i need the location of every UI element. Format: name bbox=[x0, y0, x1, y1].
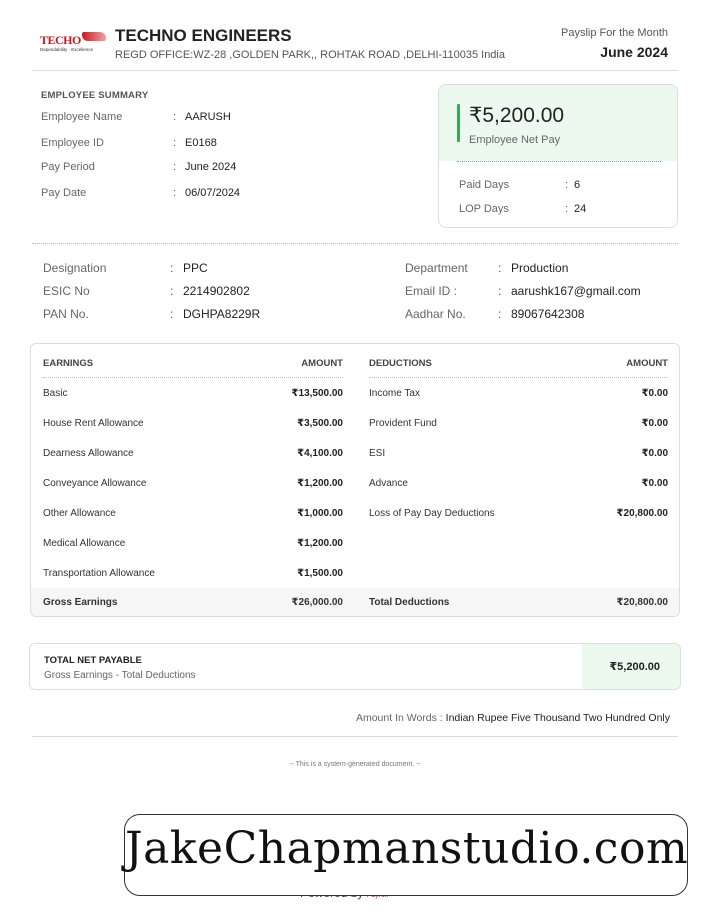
earning-amount: ₹1,500.00 bbox=[297, 568, 343, 579]
pay-period-label: Pay Period bbox=[41, 161, 95, 173]
gross-earnings-label: Gross Earnings bbox=[43, 597, 118, 608]
earning-amount: ₹1,000.00 bbox=[297, 508, 343, 519]
earning-amount: ₹1,200.00 bbox=[297, 478, 343, 489]
email-value: aarushk167@gmail.com bbox=[511, 284, 641, 298]
colon: : bbox=[173, 187, 177, 199]
earning-amount: ₹13,500.00 bbox=[291, 388, 343, 399]
earning-amount: ₹4,100.00 bbox=[297, 448, 343, 459]
earnings-header: EARNINGS bbox=[43, 358, 94, 369]
pay-date-value: 06/07/2024 bbox=[185, 187, 241, 199]
aadhar-value: 89067642308 bbox=[511, 307, 585, 321]
earnings-amount-header: AMOUNT bbox=[301, 358, 343, 369]
esic-value: 2214902802 bbox=[183, 284, 250, 298]
net-pay-amount: ₹5,200.00 bbox=[469, 104, 565, 127]
colon: : bbox=[173, 111, 177, 123]
department-label: Department bbox=[405, 261, 468, 275]
earning-name: House Rent Allowance bbox=[43, 418, 144, 429]
colon: : bbox=[498, 307, 502, 321]
deduction-amount: ₹0.00 bbox=[641, 418, 668, 429]
designation-value: PPC bbox=[183, 261, 208, 275]
payslip-month: June 2024 bbox=[600, 44, 668, 60]
earnings-header-divider bbox=[43, 377, 343, 378]
deduction-amount: ₹0.00 bbox=[641, 478, 668, 489]
logo-swoosh-icon bbox=[82, 32, 106, 41]
email-label: Email ID : bbox=[405, 284, 458, 298]
lop-days-label: LOP Days bbox=[459, 203, 509, 215]
designation-label: Designation bbox=[43, 261, 107, 275]
colon: : bbox=[498, 261, 502, 275]
pay-period-value: June 2024 bbox=[185, 161, 237, 173]
table-totals-row bbox=[31, 588, 679, 616]
total-net-payable-box bbox=[29, 643, 681, 690]
payslip-label: Payslip For the Month bbox=[561, 27, 668, 39]
paid-days-value: 6 bbox=[574, 179, 581, 191]
deduction-name: Income Tax bbox=[369, 388, 420, 399]
employee-name-value: AARUSH bbox=[185, 111, 231, 123]
employee-summary-title: EMPLOYEE SUMMARY bbox=[41, 90, 149, 101]
employee-id-label: Employee ID bbox=[41, 137, 104, 149]
pan-label: PAN No. bbox=[43, 307, 89, 321]
total-net-payable-subtitle: Gross Earnings - Total Deductions bbox=[44, 670, 196, 681]
total-net-payable-amount: ₹5,200.00 bbox=[609, 661, 660, 673]
footer-divider bbox=[32, 736, 678, 737]
watermark-banner bbox=[124, 814, 688, 896]
employee-name-label: Employee Name bbox=[41, 111, 123, 123]
company-name: TECHNO ENGINEERS bbox=[115, 26, 292, 45]
earnings-deductions-table bbox=[30, 343, 680, 617]
net-pay-divider bbox=[457, 161, 661, 162]
colon: : bbox=[173, 137, 177, 149]
earning-amount: ₹3,500.00 bbox=[297, 418, 343, 429]
deduction-name: Provident Fund bbox=[369, 418, 437, 429]
colon: : bbox=[498, 284, 502, 298]
deduction-amount: ₹0.00 bbox=[641, 388, 668, 399]
lop-days-value: 24 bbox=[574, 203, 587, 215]
amount-in-words bbox=[356, 712, 670, 724]
deduction-name: ESI bbox=[369, 448, 386, 459]
colon: : bbox=[170, 261, 174, 275]
header-divider bbox=[32, 70, 678, 71]
net-pay-accent-bar bbox=[457, 104, 460, 142]
pay-date-label: Pay Date bbox=[41, 187, 87, 199]
earning-name: Conveyance Allowance bbox=[43, 478, 147, 489]
earning-name: Basic bbox=[43, 388, 68, 399]
colon: : bbox=[170, 307, 174, 321]
deduction-name: Advance bbox=[369, 478, 408, 489]
deduction-name: Loss of Pay Day Deductions bbox=[369, 508, 495, 519]
logo-tagline: Dependability · Excellence bbox=[40, 47, 94, 52]
total-net-payable-title: TOTAL NET PAYABLE bbox=[44, 655, 142, 666]
colon: : bbox=[565, 179, 569, 191]
company-logo bbox=[40, 33, 108, 53]
pan-value: DGHPA8229R bbox=[183, 307, 261, 321]
colon: : bbox=[565, 203, 569, 215]
logo-text: TECHO bbox=[40, 33, 81, 47]
earning-name: Medical Allowance bbox=[43, 538, 126, 549]
earning-name: Other Allowance bbox=[43, 508, 116, 519]
colon: : bbox=[173, 161, 177, 173]
gross-earnings-value: ₹26,000.00 bbox=[291, 597, 343, 608]
esic-label: ESIC No bbox=[43, 284, 90, 298]
earning-name: Dearness Allowance bbox=[43, 448, 134, 459]
summary-divider bbox=[32, 243, 678, 244]
deductions-header: DEDUCTIONS bbox=[369, 358, 432, 369]
paid-days-label: Paid Days bbox=[459, 179, 510, 191]
net-pay-card bbox=[438, 84, 678, 228]
net-pay-label: Employee Net Pay bbox=[469, 134, 561, 146]
amount-in-words-value: Indian Rupee Five Thousand Two Hundred Only bbox=[445, 712, 670, 724]
department-value: Production bbox=[511, 261, 569, 275]
earning-name: Transportation Allowance bbox=[43, 568, 155, 579]
deduction-amount: ₹0.00 bbox=[641, 448, 668, 459]
deduction-amount: ₹20,800.00 bbox=[616, 508, 668, 519]
total-deductions-value: ₹20,800.00 bbox=[616, 597, 668, 608]
total-deductions-label: Total Deductions bbox=[369, 597, 450, 608]
earning-amount: ₹1,200.00 bbox=[297, 538, 343, 549]
deductions-header-divider bbox=[369, 377, 667, 378]
system-generated-note: -- This is a system-generated document. -- bbox=[289, 761, 421, 768]
amount-in-words-label: Amount In Words : bbox=[355, 712, 443, 724]
watermark-text: JakeChapmanstudio.com bbox=[125, 823, 689, 874]
employee-id-value: E0168 bbox=[185, 137, 217, 149]
deductions-amount-header: AMOUNT bbox=[626, 358, 668, 369]
aadhar-label: Aadhar No. bbox=[405, 307, 466, 321]
company-address: REGD OFFICE:WZ-28 ,GOLDEN PARK,, ROHTAK ROAD ,DELHI-110035 India bbox=[115, 49, 505, 61]
colon: : bbox=[170, 284, 174, 298]
